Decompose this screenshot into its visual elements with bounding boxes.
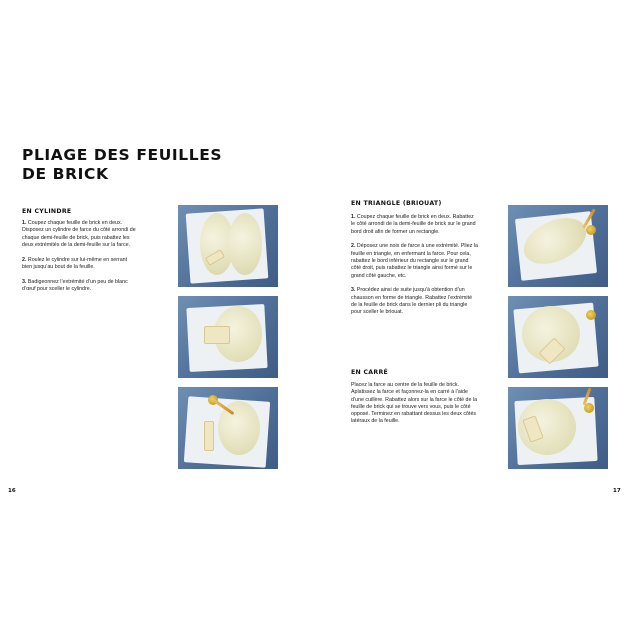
section-heading-triangle: EN TRIANGLE (BRIOUAT): [351, 200, 442, 207]
step-number: 2.: [22, 256, 27, 263]
half-sheet-right: [228, 213, 262, 275]
step-photo-triangle-2: [508, 296, 608, 378]
step-photo-carre: [508, 387, 608, 469]
step-number: 3.: [351, 287, 356, 294]
section-heading-carre: EN CARRÉ: [351, 369, 389, 376]
step-photo-cylindre-2: [178, 296, 278, 378]
step-item: [22, 220, 138, 249]
step-number: 3.: [22, 278, 27, 285]
step-number: 1.: [22, 220, 27, 226]
sealed-cylinder: [204, 421, 214, 451]
step-text: Procédez ainsi de suite jusqu’à obtention d’un chausson en forme de triangle. Rabattez l’extrémité de la feuille de brick dans le dernier pli du triangle pour sceller le briouat.: [351, 287, 473, 316]
step-number: 2.: [351, 243, 356, 250]
step-item: [351, 243, 479, 279]
step-text: Badigeonnez l’extrémité d’un peu de blanc d’œuf pour sceller le cylindre.: [22, 278, 128, 293]
step-text: Coupez chaque feuille de brick en deux. Disposez un cylindre de farce du côté arrondi de chaque demi-feuille de brick, puis rabattez les deux extrémités de la demi-feuille sur la farce.: [22, 220, 136, 248]
step-photo-triangle-1: [508, 205, 608, 287]
section-heading-cylindre: EN CYLINDRE: [22, 208, 72, 215]
paragraph-carre: Placez la farce au centre de la feuille de brick. Aplatissez la farce et façonnez-la en carré à l’aide d’une cuillère. Rabattez alors sur la farce le côté de la feuille de brick qui se trouve vers vous, puis le côté opposé. Terminez en rabattant dessus les deux côtés latéraux de la feuille.: [351, 382, 478, 425]
steps-cylindre: [22, 220, 138, 301]
step-photo-cylindre-1: [178, 205, 278, 287]
step-item: [351, 287, 479, 316]
steps-triangle: [351, 214, 479, 324]
step-item: [22, 257, 138, 272]
rolled-cylinder: [204, 326, 230, 344]
step-item: [22, 279, 138, 294]
page-number-right: 17: [613, 488, 621, 494]
step-text: Déposez une noix de farce à une extrémité. Pliez la feuille en triangle, en enfermant la farce. Pour cela, rabattez le bord inférieur du rectangle sur le grand côté droit, puis rabattez le triangle ainsi formé sur le grand côté gauche, etc.: [351, 243, 478, 279]
step-text: Coupez chaque feuille de brick en deux. Rabattez le côté arrondi de la demi-feuille de brick sur le grand bord droit afin de former un rectangle.: [351, 214, 476, 235]
egg-white-bowl: [586, 225, 596, 235]
step-photo-cylindre-3: [178, 387, 278, 469]
page-title: [22, 146, 222, 184]
page-title-line-2: DE BRICK: [22, 165, 109, 183]
page-title-line-1: PLIAGE DES FEUILLES: [22, 146, 223, 164]
step-item: [351, 214, 479, 236]
egg-white-bowl: [586, 310, 596, 320]
step-number: 1.: [351, 214, 356, 220]
page-number-left: 16: [8, 488, 16, 494]
step-text: Roulez le cylindre sur lui-même en serrant bien jusqu’au bout de la feuille.: [22, 256, 128, 270]
